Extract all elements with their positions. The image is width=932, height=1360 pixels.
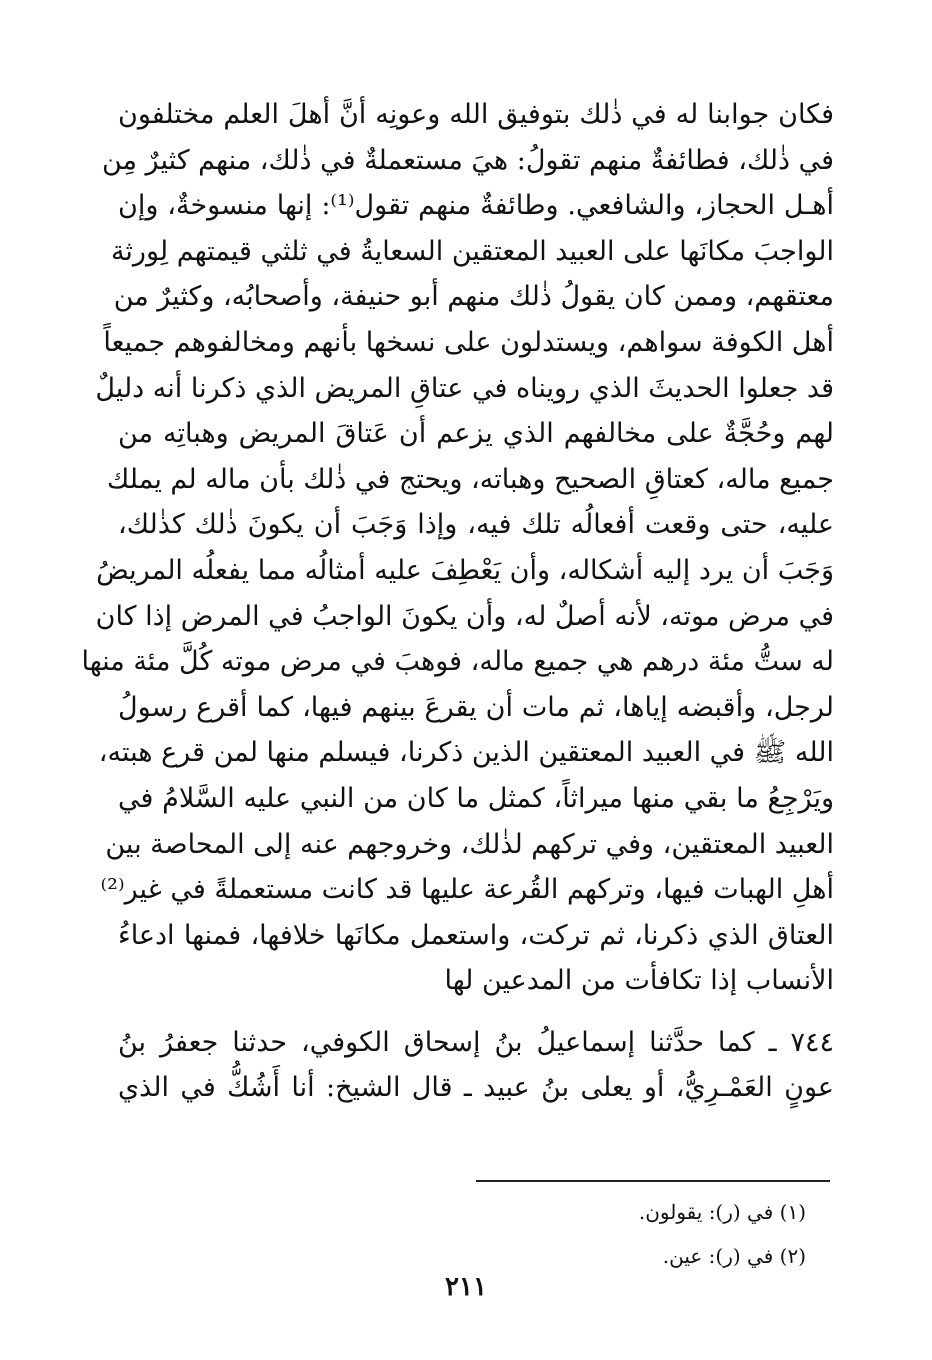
text-line: ويَرْجِعُ ما بقي منها ميراثاً، كمثل ما كان من النبي عليه السَّلامُ في (118, 782, 834, 814)
footnote-2: (٢) في (ر): عين. (662, 1244, 806, 1268)
text-line: الله ﷺ في العبيد المعتقين الذين ذكرنا، فيسلم منها لمن قرع هبته، (98, 737, 834, 769)
text-line: الأنساب إذا تكافأت من المدعين لها (444, 965, 834, 997)
text-line: أهلِ الهبات فيها، وتركهم القُرعة عليها قد كانت مستعملةً في غير⁽²⁾ (100, 874, 834, 906)
text-line: لهم وحُجَّةٌ على مخالفهم الذي يزعم أن عَتاقَ المريض وهباتِه من (118, 418, 834, 450)
main-text (81, 92, 834, 1111)
paragraph-gap (118, 1004, 834, 1020)
text-line: الواجبَ مكانَها على العبيد المعتقين السعايةُ في ثلثي قيمتهم لِورثة (110, 235, 834, 267)
text-line: له ستُّ مئة درهم هي جميع ماله، فوهبَ في مرض موته كُلَّ مئة منها (81, 646, 834, 678)
text-line: عونٍ العَمْـرِيُّ، أو يعلى بنُ عبيد ـ قال الشيخ: أنا أَشُكُّ في الذي (118, 1072, 834, 1104)
text-line: جميع ماله، كعتاقِ الصحيح وهباته، ويحتج في ذٰلك بأن ماله لم يملك (107, 463, 834, 495)
text-line: فكان جوابنا له في ذٰلك بتوفيق الله وعونِه أنَّ أهلَ العلم مختلفون (118, 99, 834, 130)
footnote-1: (١) في (ر): يقولون. (638, 1200, 806, 1224)
paragraph-1 (81, 92, 834, 1004)
footnote-divider (476, 1180, 830, 1182)
text-line: أهل الكوفة سواهم، ويستدلون على نسخها بأنهم ومخالفوهم جميعاً (103, 326, 834, 358)
page-number: ٢١١ (445, 1272, 487, 1302)
text-line: قد جعلوا الحديثَ الذي رويناه في عتاقِ المريض الذي ذكرنا أنه دليلٌ (95, 372, 834, 404)
text-line: معتقهم، وممن كان يقولُ ذٰلك منهم أبو حنيفة، وأصحابُه، وكثيرٌ من (113, 281, 834, 313)
text-line: العبيد المعتقين، وفي تركهم لذٰلك، وخروجهم عنه إلى المحاصة بين (105, 828, 834, 860)
text-line: وَجَبَ أن يرد إليه أشكاله، وأن يَعْطِفَ عليه أمثالُه مما يفعلُه المريضُ (96, 554, 834, 586)
footnotes (476, 1190, 806, 1278)
text-line: عليه، حتى وقعت أفعالُه تلك فيه، وإذا وَجَبَ أن يكونَ ذٰلك كذٰلك، (118, 509, 834, 541)
text-line: العتاق الذي ذكرنا، ثم تركت، واستعمل مكانَها خلافها، فمنها ادعاءُ (118, 919, 834, 951)
text-line: ٧٤٤ ـ كما حدَّثنا إسماعيلُ بنُ إسحاق الكوفي، حدثنا جعفرُ بنُ (118, 1026, 834, 1058)
paragraph-2 (118, 1020, 834, 1111)
text-line: لرجل، وأقبضه إياها، ثم مات أن يقرعَ بينهم فيها، كما أقرع رسولُ (118, 691, 834, 723)
text-line: في ذٰلك، فطائفةٌ منهم تقولُ: هيَ مستعملةٌ في ذٰلك، منهم كثيرٌ مِن (101, 144, 834, 176)
text-line: أهـل الحجاز، والشافعي. وطائفةٌ منهم تقول⁽¹⁾: إنها منسوخةٌ، وإن (118, 190, 834, 222)
text-line: في مرض موته، لأنه أصلٌ له، وأن يكونَ الواجبُ في المرض إذا كان (95, 600, 834, 632)
